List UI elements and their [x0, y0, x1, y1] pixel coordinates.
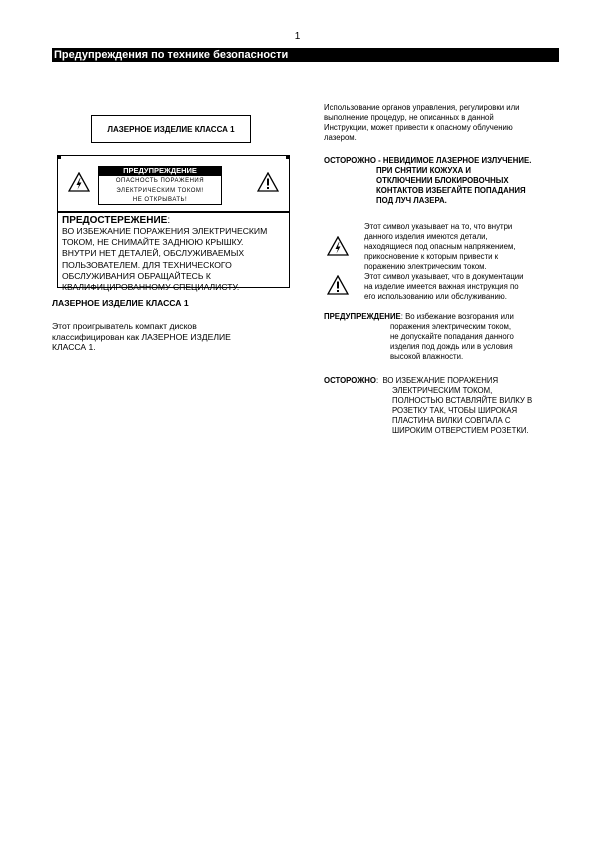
caution-box: [57, 212, 290, 293]
laser-section-text: Этот проигрыватель компакт дисков классифицирован как ЛАЗЕРНОЕ ИЗДЕЛИЕ КЛАССА 1.: [52, 321, 231, 353]
moisture-warning-text: поражения электрическим током, не допускайте попадания данного изделия под дождь или в условия высокой влажности.: [390, 322, 514, 361]
page-number: 1: [294, 31, 301, 42]
caution-line: ТОКОМ, НЕ СНИМАЙТЕ ЗАДНЮЮ КРЫШКУ.: [62, 237, 244, 248]
moisture-warning-first-line: ПРЕДУПРЕЖДЕНИЕ: Во избежание возгорания или: [324, 312, 514, 321]
caution-title: ПРЕДОСТЕРЕЖЕНИЕ:: [62, 215, 171, 226]
caution-line: ПОЛЬЗОВАТЕЛЕМ. ДЛЯ ТЕХНИЧЕСКОГО: [62, 259, 232, 270]
plug-caution-text: ЭЛЕКТРИЧЕСКИМ ТОКОМ, ПОЛНОСТЬЮ ВСТАВЛЯЙТЕ ВИЛКУ В РОЗЕТКУ ТАК, ЧТОБЫ ШИРОКАЯ ПЛАСТИНА ВИЛКИ СОВПАЛА С ШИРОКИМ ОТВЕРСТИЕМ РОЗЕТКИ.: [392, 386, 533, 435]
laser-class-label: ЛАЗЕРНОЕ ИЗДЕЛИЕ КЛАССА 1: [91, 115, 251, 143]
lightning-symbol-description: Этот символ указывает на то, что внутри данного изделия имеются детали, находящиеся под опасным напряжением, прикосновение к которым привести к поражению электрическим током.: [364, 222, 516, 271]
exclamation-symbol-icon: [327, 275, 349, 295]
warning-panel-line: ОПАСНОСТЬ ПОРАЖЕНИЯ: [115, 178, 205, 184]
invisible-laser-caution-text: ПРИ СНЯТИИ КОЖУХА И ОТКЛЮЧЕНИИ БЛОКИРОВОЧНЫХ КОНТАКТОВ ИЗБЕГАЙТЕ ПОПАДАНИЯ ПОД ЛУЧ ЛАЗЕРА.: [376, 166, 526, 205]
lightning-symbol-icon: [327, 236, 349, 256]
section-title: Предупреждения по технике безопасности: [52, 48, 559, 62]
exclamation-warning-icon: [257, 172, 279, 192]
laser-section-heading: ЛАЗЕРНОЕ ИЗДЕЛИЕ КЛАССА 1: [52, 298, 189, 308]
corner-mark: [57, 155, 61, 159]
caution-line: ВНУТРИ НЕТ ДЕТАЛЕЙ, ОБСЛУЖИВАЕМЫХ: [62, 248, 245, 259]
warning-panel-line: НЕ ОТКРЫВАТЬ!: [132, 197, 188, 203]
plug-caution-first-line: ОСТОРОЖНО: ВО ИЗБЕЖАНИЕ ПОРАЖЕНИЯ: [324, 376, 499, 385]
caution-line: ВО ИЗБЕЖАНИЕ ПОРАЖЕНИЯ ЭЛЕКТРИЧЕСКИМ: [62, 226, 268, 236]
intro-paragraph: Использование органов управления, регулировки или выполнение процедур, не описанных в данной Инструкции, может привести к опасному облучению лазером.: [324, 103, 520, 142]
warning-panel-line: ЭЛЕКТРИЧЕСКИМ ТОКОМ!: [116, 187, 204, 194]
invisible-laser-caution-label: ОСТОРОЖНО - НЕВИДИМОЕ ЛАЗЕРНОЕ ИЗЛУЧЕНИЕ.: [324, 156, 532, 165]
warning-panel-heading: ПРЕДУПРЕЖДЕНИЕ: [98, 166, 222, 176]
corner-mark: [286, 155, 290, 159]
caution-line: КВАЛИФИЦИРОВАННОМУ СПЕЦИАЛИСТУ.: [62, 282, 240, 293]
exclamation-symbol-description: Этот символ указывает, что в документации на изделие имеется важная инструкция по его использованию или обслуживанию.: [364, 272, 524, 301]
lightning-warning-icon: [68, 172, 90, 192]
caution-line: ОБСЛУЖИВАНИЯ ОБРАЩАЙТЕСЬ К: [62, 270, 211, 281]
